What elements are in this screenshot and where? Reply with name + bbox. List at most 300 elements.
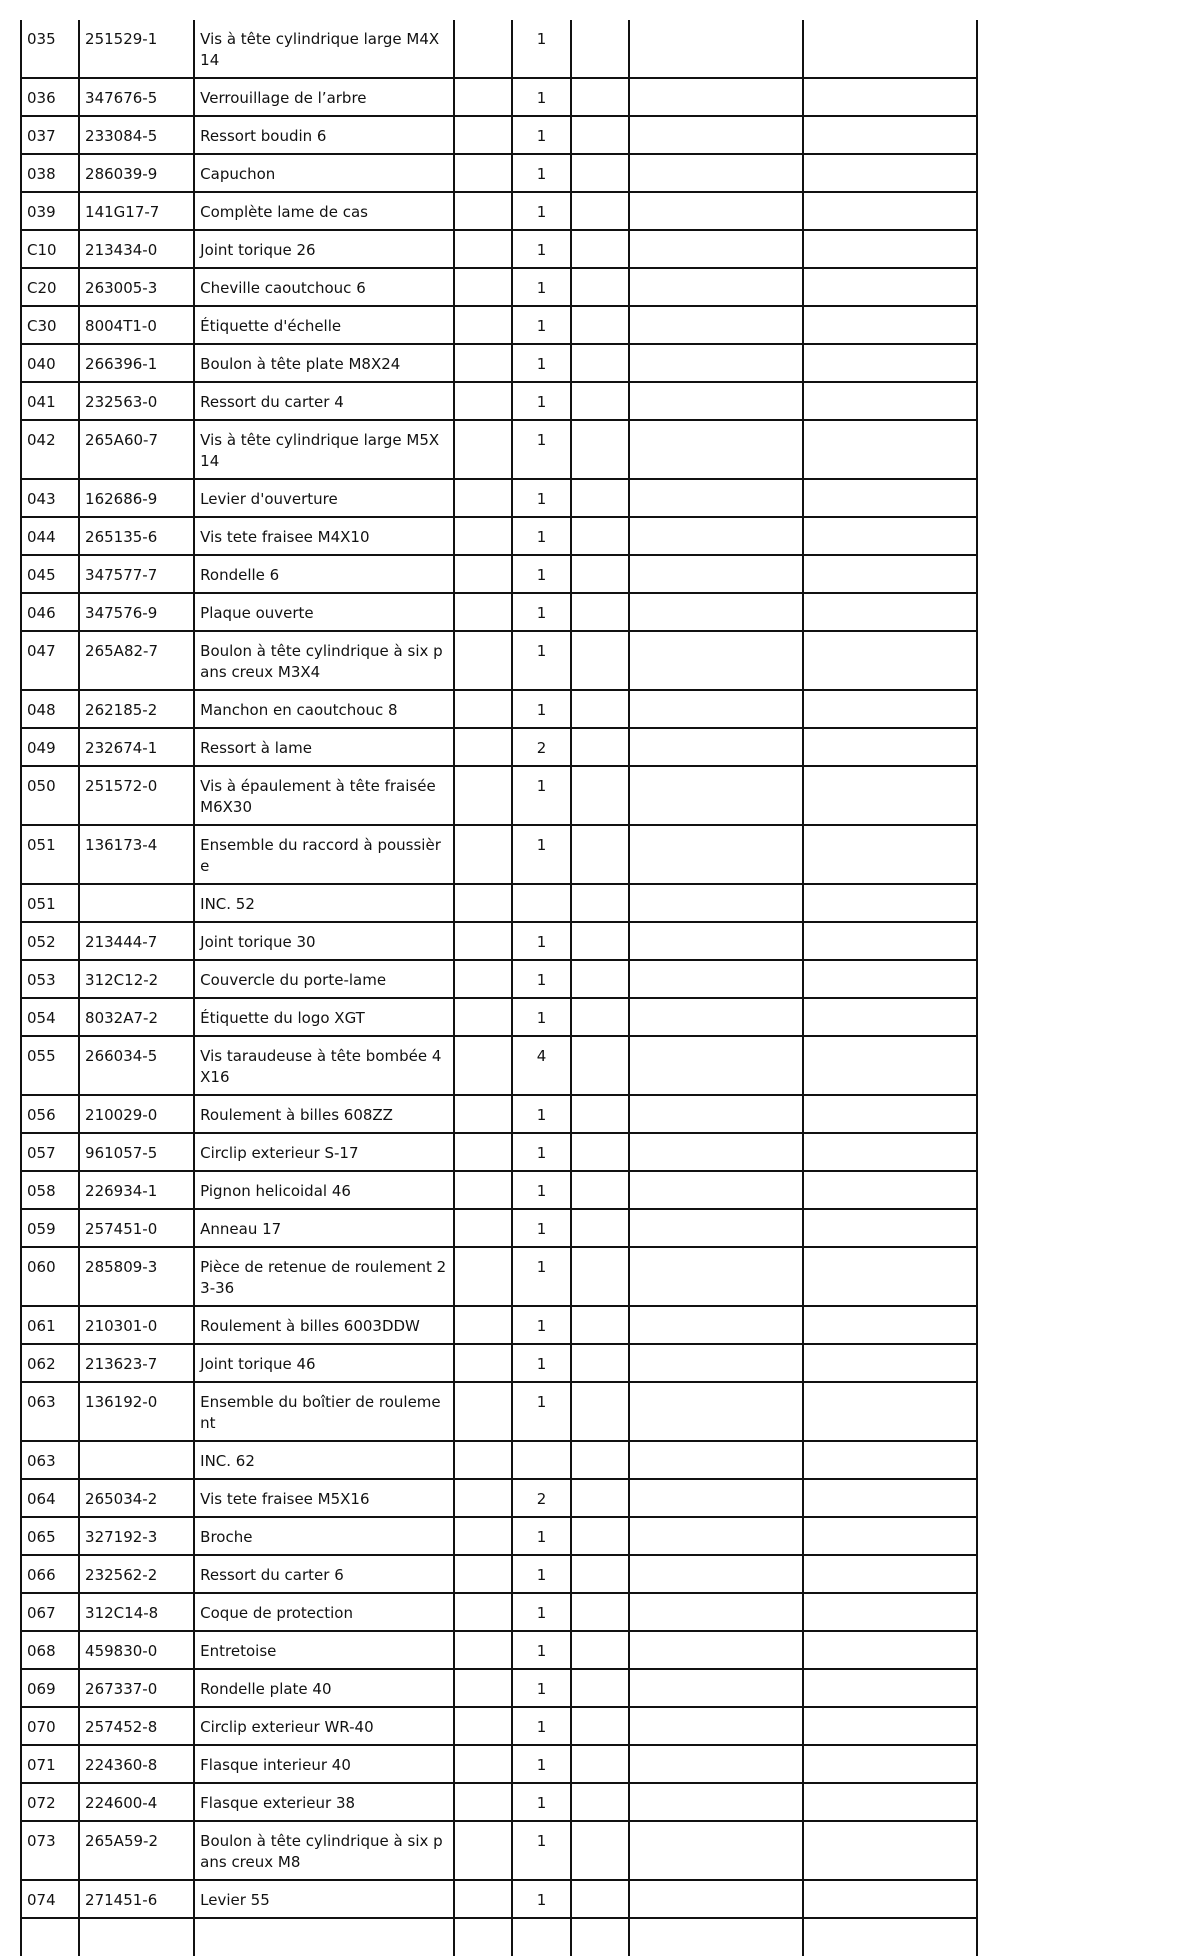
blank-cell-b xyxy=(571,1344,629,1382)
part-no-cell: 232674-1 xyxy=(79,728,194,766)
quantity-cell: 4 xyxy=(512,1036,570,1095)
blank-cell-d xyxy=(803,1441,977,1479)
blank-cell-a xyxy=(454,825,512,884)
blank-cell-a xyxy=(454,1707,512,1745)
quantity-cell: 1 xyxy=(512,1783,570,1821)
description-cell: Entretoise xyxy=(194,1631,454,1669)
blank-cell-d xyxy=(803,1555,977,1593)
blank-cell-c xyxy=(629,1209,803,1247)
description-cell: Flasque interieur 40 xyxy=(194,1745,454,1783)
table-row xyxy=(21,1783,977,1821)
part-no-cell: 263005-3 xyxy=(79,268,194,306)
blank-cell-c xyxy=(629,1479,803,1517)
ref-no-cell: 046 xyxy=(21,593,79,631)
quantity-cell: 1 xyxy=(512,479,570,517)
blank-cell-d xyxy=(803,192,977,230)
part-no-cell: 347576-9 xyxy=(79,593,194,631)
quantity-cell: 2 xyxy=(512,728,570,766)
ref-no-cell: 048 xyxy=(21,690,79,728)
parts-table-container xyxy=(20,20,978,1956)
part-no-cell: 210029-0 xyxy=(79,1095,194,1133)
quantity-cell: 1 xyxy=(512,268,570,306)
blank-cell-b xyxy=(571,555,629,593)
blank-cell-d xyxy=(803,922,977,960)
quantity-cell: 1 xyxy=(512,1821,570,1880)
table-row xyxy=(21,1631,977,1669)
part-no-cell: 136173-4 xyxy=(79,825,194,884)
quantity-cell: 1 xyxy=(512,420,570,479)
blank-cell-c xyxy=(629,1095,803,1133)
ref-no-cell: 053 xyxy=(21,960,79,998)
blank-cell-b xyxy=(571,922,629,960)
part-no-cell xyxy=(79,1441,194,1479)
part-no-cell: 162686-9 xyxy=(79,479,194,517)
blank-cell-a xyxy=(454,192,512,230)
table-row xyxy=(21,116,977,154)
table-row xyxy=(21,192,977,230)
description-cell: Joint torique 46 xyxy=(194,1344,454,1382)
blank-cell-b xyxy=(571,154,629,192)
ref-no-cell: 071 xyxy=(21,1745,79,1783)
quantity-cell: 1 xyxy=(512,690,570,728)
part-no-cell: 266034-5 xyxy=(79,1036,194,1095)
ref-no-cell: 058 xyxy=(21,1171,79,1209)
part-no-cell: 312C12-2 xyxy=(79,960,194,998)
blank-cell-a xyxy=(454,1783,512,1821)
blank-cell-d xyxy=(803,1745,977,1783)
blank-cell-c xyxy=(629,960,803,998)
blank-cell-b xyxy=(571,20,629,78)
blank-cell-c xyxy=(629,1036,803,1095)
quantity-cell: 1 xyxy=(512,1669,570,1707)
description-cell: Coque de protection xyxy=(194,1593,454,1631)
blank-cell-b xyxy=(571,1707,629,1745)
quantity-cell: 1 xyxy=(512,116,570,154)
blank-cell-d xyxy=(803,1036,977,1095)
part-no-cell: 226934-1 xyxy=(79,1171,194,1209)
table-row xyxy=(21,1095,977,1133)
blank-cell-a xyxy=(454,922,512,960)
blank-cell-b xyxy=(571,1209,629,1247)
blank-cell-a xyxy=(454,479,512,517)
description-cell: Circlip exterieur S-17 xyxy=(194,1133,454,1171)
ref-no-cell: C30 xyxy=(21,306,79,344)
description-cell: Roulement à billes 608ZZ xyxy=(194,1095,454,1133)
ref-no-cell: 037 xyxy=(21,116,79,154)
blank-cell-b xyxy=(571,344,629,382)
blank-cell-c xyxy=(629,78,803,116)
blank-cell-c xyxy=(629,1555,803,1593)
blank-cell-a xyxy=(454,344,512,382)
ref-no-cell: 055 xyxy=(21,1036,79,1095)
blank-cell-d xyxy=(803,825,977,884)
table-row xyxy=(21,268,977,306)
blank-cell-a xyxy=(454,555,512,593)
blank-cell-a xyxy=(454,1441,512,1479)
blank-cell-c xyxy=(629,1344,803,1382)
blank-cell-c xyxy=(629,593,803,631)
blank-cell-c xyxy=(629,1247,803,1306)
table-row xyxy=(21,20,977,78)
blank-cell-d xyxy=(803,382,977,420)
ref-no-cell: 035 xyxy=(21,20,79,78)
quantity-cell: 1 xyxy=(512,1631,570,1669)
quantity-cell xyxy=(512,884,570,922)
blank-cell-a xyxy=(454,1171,512,1209)
blank-cell-c xyxy=(629,306,803,344)
blank-cell-d xyxy=(803,1479,977,1517)
blank-cell-b xyxy=(571,78,629,116)
table-row xyxy=(21,344,977,382)
blank-cell-c xyxy=(629,998,803,1036)
part-no-cell: 265034-2 xyxy=(79,1479,194,1517)
blank-cell-b xyxy=(571,690,629,728)
blank-cell-a xyxy=(454,728,512,766)
table-row xyxy=(21,728,977,766)
ref-no-cell: 039 xyxy=(21,192,79,230)
blank-cell-b xyxy=(571,766,629,825)
blank-cell-d xyxy=(803,1247,977,1306)
blank-cell-a xyxy=(454,1745,512,1783)
blank-cell-c xyxy=(629,268,803,306)
blank-cell-d xyxy=(803,306,977,344)
blank-cell-d xyxy=(803,116,977,154)
ref-no-cell: C20 xyxy=(21,268,79,306)
description-cell: Vis tete fraisee M4X10 xyxy=(194,517,454,555)
parts-list-table xyxy=(20,20,978,1956)
description-cell: Boulon à tête cylindrique à six pans creux M8 xyxy=(194,1821,454,1880)
description-cell: Cheville caoutchouc 6 xyxy=(194,268,454,306)
blank-cell-b xyxy=(571,1745,629,1783)
blank-cell-d xyxy=(803,479,977,517)
blank-cell-a xyxy=(454,382,512,420)
blank-cell-c xyxy=(629,1517,803,1555)
description-cell: Boulon à tête plate M8X24 xyxy=(194,344,454,382)
description-cell: INC. 62 xyxy=(194,1441,454,1479)
description-cell: Ressort du carter 4 xyxy=(194,382,454,420)
ref-no-cell: 041 xyxy=(21,382,79,420)
ref-no-cell: 059 xyxy=(21,1209,79,1247)
blank-cell-b xyxy=(571,960,629,998)
ref-no-cell: 044 xyxy=(21,517,79,555)
table-row xyxy=(21,78,977,116)
blank-cell-c xyxy=(629,1669,803,1707)
table-row xyxy=(21,766,977,825)
blank-cell-b xyxy=(571,825,629,884)
part-no-cell: 8004T1-0 xyxy=(79,306,194,344)
blank-cell-c xyxy=(629,1306,803,1344)
blank-cell-c xyxy=(629,825,803,884)
quantity-cell xyxy=(512,1441,570,1479)
quantity-cell: 1 xyxy=(512,825,570,884)
blank-cell-a xyxy=(454,1593,512,1631)
blank-cell-c xyxy=(629,922,803,960)
blank-cell-c xyxy=(629,1880,803,1918)
blank-cell-d xyxy=(803,555,977,593)
blank-cell-a xyxy=(454,1247,512,1306)
quantity-cell: 1 xyxy=(512,517,570,555)
blank-cell-c xyxy=(629,884,803,922)
description-cell: Circlip exterieur WR-40 xyxy=(194,1707,454,1745)
part-no-cell xyxy=(79,884,194,922)
part-no-cell: 213434-0 xyxy=(79,230,194,268)
part-no-cell: 257452-8 xyxy=(79,1707,194,1745)
blank-cell-d xyxy=(803,631,977,690)
blank-cell-b xyxy=(571,631,629,690)
ref-no-cell: 057 xyxy=(21,1133,79,1171)
blank-cell-b xyxy=(571,1133,629,1171)
blank-cell-c xyxy=(629,1783,803,1821)
description-cell: Broche xyxy=(194,1517,454,1555)
part-no-cell: 459830-0 xyxy=(79,1631,194,1669)
quantity-cell xyxy=(512,1918,570,1956)
description-cell: Joint torique 26 xyxy=(194,230,454,268)
blank-cell-d xyxy=(803,1382,977,1441)
ref-no-cell: 064 xyxy=(21,1479,79,1517)
blank-cell-d xyxy=(803,154,977,192)
ref-no-cell: 069 xyxy=(21,1669,79,1707)
table-row xyxy=(21,306,977,344)
blank-cell-a xyxy=(454,230,512,268)
blank-cell-d xyxy=(803,1593,977,1631)
blank-cell-d xyxy=(803,517,977,555)
blank-cell-d xyxy=(803,728,977,766)
blank-cell-a xyxy=(454,268,512,306)
description-cell: Anneau 17 xyxy=(194,1209,454,1247)
description-cell: Capuchon xyxy=(194,154,454,192)
blank-cell-a xyxy=(454,1517,512,1555)
quantity-cell: 1 xyxy=(512,1095,570,1133)
blank-cell-c xyxy=(629,1745,803,1783)
table-row xyxy=(21,998,977,1036)
blank-cell-c xyxy=(629,1707,803,1745)
blank-cell-c xyxy=(629,766,803,825)
quantity-cell: 1 xyxy=(512,344,570,382)
part-no-cell: 213623-7 xyxy=(79,1344,194,1382)
part-no-cell: 232563-0 xyxy=(79,382,194,420)
blank-cell-d xyxy=(803,1669,977,1707)
quantity-cell: 1 xyxy=(512,998,570,1036)
blank-cell-b xyxy=(571,116,629,154)
table-row xyxy=(21,1306,977,1344)
ref-no-cell xyxy=(21,1918,79,1956)
part-no-cell xyxy=(79,1918,194,1956)
blank-cell-c xyxy=(629,154,803,192)
ref-no-cell: 056 xyxy=(21,1095,79,1133)
ref-no-cell: 063 xyxy=(21,1441,79,1479)
blank-cell-a xyxy=(454,1555,512,1593)
blank-cell-c xyxy=(629,1918,803,1956)
description-cell: Pièce de retenue de roulement 23-36 xyxy=(194,1247,454,1306)
blank-cell-b xyxy=(571,1821,629,1880)
ref-no-cell: 043 xyxy=(21,479,79,517)
blank-cell-d xyxy=(803,1707,977,1745)
blank-cell-b xyxy=(571,268,629,306)
quantity-cell: 1 xyxy=(512,1555,570,1593)
table-row xyxy=(21,1171,977,1209)
quantity-cell: 1 xyxy=(512,382,570,420)
quantity-cell: 1 xyxy=(512,1707,570,1745)
quantity-cell: 1 xyxy=(512,1306,570,1344)
blank-cell-b xyxy=(571,1441,629,1479)
ref-no-cell: 038 xyxy=(21,154,79,192)
blank-cell-a xyxy=(454,517,512,555)
description-cell: Complète lame de cas xyxy=(194,192,454,230)
quantity-cell: 1 xyxy=(512,78,570,116)
blank-cell-d xyxy=(803,1306,977,1344)
blank-cell-d xyxy=(803,268,977,306)
part-no-cell: 232562-2 xyxy=(79,1555,194,1593)
description-cell: Vis tete fraisee M5X16 xyxy=(194,1479,454,1517)
description-cell: Étiquette du logo XGT xyxy=(194,998,454,1036)
ref-no-cell: 068 xyxy=(21,1631,79,1669)
blank-cell-a xyxy=(454,1631,512,1669)
blank-cell-c xyxy=(629,382,803,420)
quantity-cell: 1 xyxy=(512,922,570,960)
quantity-cell: 2 xyxy=(512,1479,570,1517)
table-row xyxy=(21,1880,977,1918)
part-no-cell: 251529-1 xyxy=(79,20,194,78)
part-no-cell: 136192-0 xyxy=(79,1382,194,1441)
blank-cell-b xyxy=(571,1918,629,1956)
part-no-cell: 267337-0 xyxy=(79,1669,194,1707)
quantity-cell: 1 xyxy=(512,1209,570,1247)
table-row xyxy=(21,1669,977,1707)
table-row xyxy=(21,1517,977,1555)
table-row xyxy=(21,593,977,631)
description-cell: Vis taraudeuse à tête bombée 4X16 xyxy=(194,1036,454,1095)
table-row xyxy=(21,825,977,884)
table-row xyxy=(21,382,977,420)
blank-cell-c xyxy=(629,192,803,230)
blank-cell-b xyxy=(571,1036,629,1095)
blank-cell-b xyxy=(571,1555,629,1593)
blank-cell-d xyxy=(803,420,977,479)
blank-cell-d xyxy=(803,766,977,825)
blank-cell-b xyxy=(571,517,629,555)
quantity-cell: 1 xyxy=(512,1745,570,1783)
blank-cell-d xyxy=(803,884,977,922)
blank-cell-d xyxy=(803,344,977,382)
description-cell: Vis à épaulement à tête fraisée M6X30 xyxy=(194,766,454,825)
part-no-cell: 257451-0 xyxy=(79,1209,194,1247)
blank-cell-b xyxy=(571,1517,629,1555)
blank-cell-a xyxy=(454,1209,512,1247)
part-no-cell: 265A60-7 xyxy=(79,420,194,479)
part-no-cell: 271451-6 xyxy=(79,1880,194,1918)
description-cell: Vis à tête cylindrique large M4X14 xyxy=(194,20,454,78)
description-cell xyxy=(194,1918,454,1956)
blank-cell-c xyxy=(629,1171,803,1209)
blank-cell-a xyxy=(454,20,512,78)
ref-no-cell: 051 xyxy=(21,825,79,884)
blank-cell-d xyxy=(803,593,977,631)
blank-cell-b xyxy=(571,728,629,766)
description-cell: Pignon helicoidal 46 xyxy=(194,1171,454,1209)
blank-cell-d xyxy=(803,1171,977,1209)
blank-cell-b xyxy=(571,230,629,268)
blank-cell-b xyxy=(571,1783,629,1821)
blank-cell-d xyxy=(803,1821,977,1880)
table-row xyxy=(21,960,977,998)
blank-cell-c xyxy=(629,1133,803,1171)
blank-cell-d xyxy=(803,1209,977,1247)
quantity-cell: 1 xyxy=(512,154,570,192)
ref-no-cell: 049 xyxy=(21,728,79,766)
blank-cell-a xyxy=(454,690,512,728)
table-row xyxy=(21,1344,977,1382)
description-cell: Ensemble du raccord à poussière xyxy=(194,825,454,884)
description-cell: Rondelle plate 40 xyxy=(194,1669,454,1707)
blank-cell-d xyxy=(803,960,977,998)
table-row xyxy=(21,631,977,690)
ref-no-cell: 067 xyxy=(21,1593,79,1631)
blank-cell-d xyxy=(803,78,977,116)
quantity-cell: 1 xyxy=(512,1171,570,1209)
blank-cell-b xyxy=(571,1171,629,1209)
blank-cell-a xyxy=(454,1306,512,1344)
blank-cell-a xyxy=(454,1669,512,1707)
blank-cell-a xyxy=(454,1382,512,1441)
quantity-cell: 1 xyxy=(512,1593,570,1631)
quantity-cell: 1 xyxy=(512,306,570,344)
blank-cell-d xyxy=(803,1344,977,1382)
quantity-cell: 1 xyxy=(512,230,570,268)
table-row xyxy=(21,1382,977,1441)
ref-no-cell: C10 xyxy=(21,230,79,268)
blank-cell-b xyxy=(571,1631,629,1669)
blank-cell-c xyxy=(629,1631,803,1669)
description-cell: Couvercle du porte-lame xyxy=(194,960,454,998)
blank-cell-b xyxy=(571,1669,629,1707)
blank-cell-c xyxy=(629,631,803,690)
blank-cell-c xyxy=(629,728,803,766)
blank-cell-a xyxy=(454,1095,512,1133)
part-no-cell: 262185-2 xyxy=(79,690,194,728)
quantity-cell: 1 xyxy=(512,631,570,690)
blank-cell-a xyxy=(454,1344,512,1382)
blank-cell-c xyxy=(629,230,803,268)
ref-no-cell: 072 xyxy=(21,1783,79,1821)
ref-no-cell: 062 xyxy=(21,1344,79,1382)
blank-cell-d xyxy=(803,1095,977,1133)
ref-no-cell: 074 xyxy=(21,1880,79,1918)
table-row xyxy=(21,1745,977,1783)
quantity-cell: 1 xyxy=(512,1382,570,1441)
part-no-cell: 224600-4 xyxy=(79,1783,194,1821)
table-row xyxy=(21,517,977,555)
description-cell: Vis à tête cylindrique large M5X14 xyxy=(194,420,454,479)
description-cell: Étiquette d'échelle xyxy=(194,306,454,344)
table-row xyxy=(21,1821,977,1880)
description-cell: Levier d'ouverture xyxy=(194,479,454,517)
table-row xyxy=(21,420,977,479)
blank-cell-c xyxy=(629,420,803,479)
quantity-cell: 1 xyxy=(512,593,570,631)
blank-cell-a xyxy=(454,154,512,192)
part-no-cell: 224360-8 xyxy=(79,1745,194,1783)
blank-cell-d xyxy=(803,230,977,268)
part-no-cell: 251572-0 xyxy=(79,766,194,825)
blank-cell-c xyxy=(629,1441,803,1479)
blank-cell-a xyxy=(454,78,512,116)
blank-cell-d xyxy=(803,1631,977,1669)
blank-cell-b xyxy=(571,306,629,344)
blank-cell-b xyxy=(571,1306,629,1344)
table-row xyxy=(21,1441,977,1479)
blank-cell-a xyxy=(454,1479,512,1517)
table-row xyxy=(21,1593,977,1631)
